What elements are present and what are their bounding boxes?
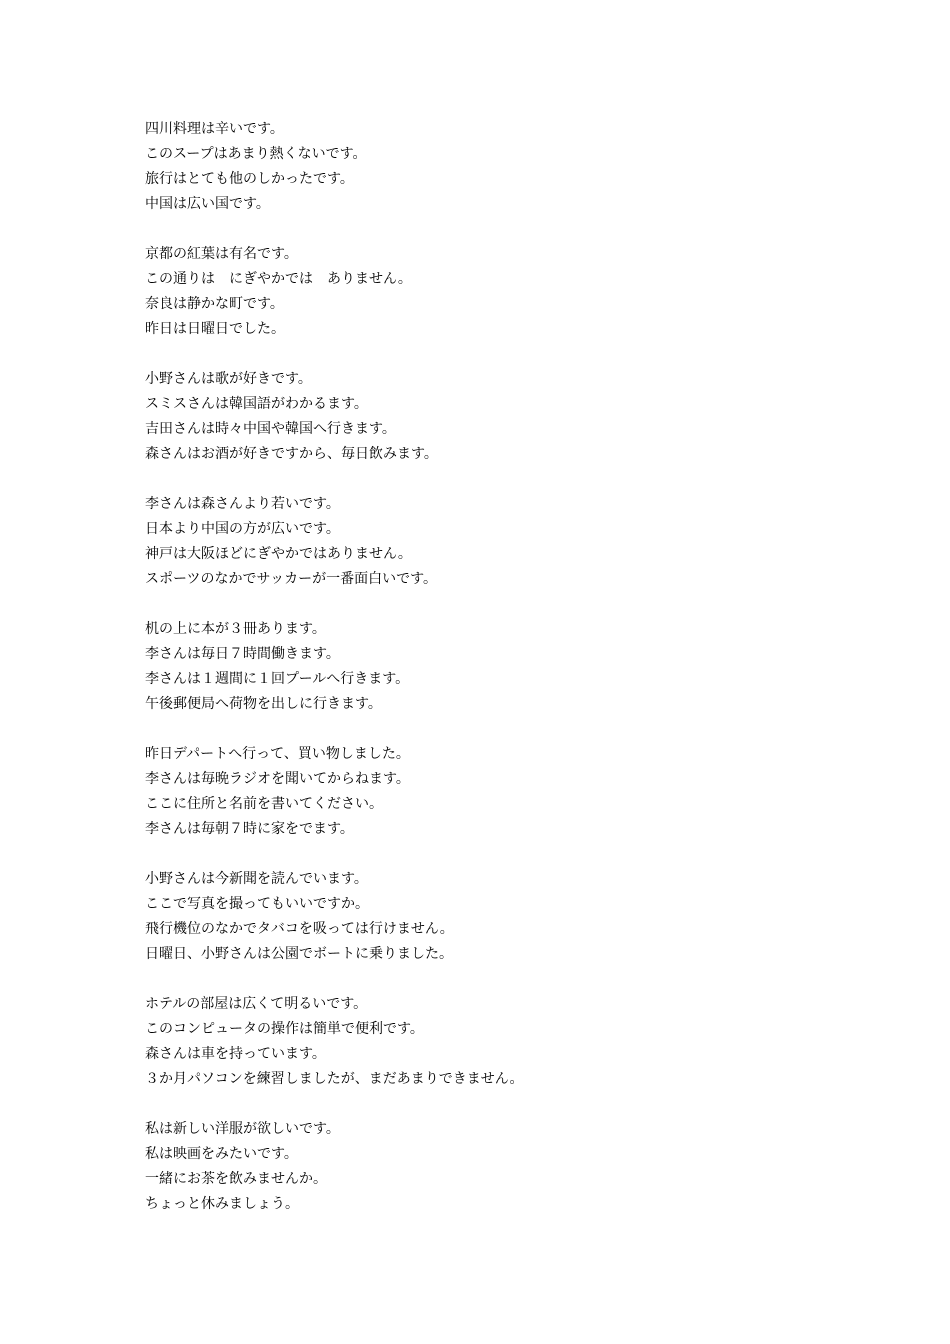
paragraph-9 bbox=[145, 1117, 905, 1217]
sentence-line: 私は映画をみたいです。 bbox=[145, 1146, 298, 1162]
sentence-line: ３か月パソコンを練習しましたが、まだあまりできません。 bbox=[145, 1071, 524, 1087]
sentence-line: 李さんは毎朝７時に家をでます。 bbox=[145, 821, 354, 837]
sentence-line: 森さんはお酒が好きですから、毎日飲みます。 bbox=[145, 446, 438, 462]
paragraph-7 bbox=[145, 867, 905, 967]
sentence-line: 神戸は大阪ほどにぎやかではありません。 bbox=[145, 546, 412, 562]
sentence-line: 旅行はとても他のしかったです。 bbox=[145, 171, 354, 187]
sentence-line: 李さんは毎晩ラジオを聞いてからねます。 bbox=[145, 771, 410, 787]
sentence-line: 私は新しい洋服が欲しいです。 bbox=[145, 1121, 340, 1137]
paragraph-8 bbox=[145, 992, 905, 1092]
sentence-line: 一緒にお茶を飲みませんか。 bbox=[145, 1171, 327, 1187]
paragraph-2 bbox=[145, 242, 905, 342]
sentence-line: 小野さんは今新聞を読んでいます。 bbox=[145, 871, 368, 887]
sentence-line: 李さんは森さんより若いです。 bbox=[145, 496, 340, 512]
sentence-line: このコンピュータの操作は簡単で便利です。 bbox=[145, 1021, 424, 1037]
sentence-line: スミスさんは韓国語がわかるます。 bbox=[145, 396, 368, 412]
sentence-line: 昨日は日曜日でした。 bbox=[145, 321, 285, 337]
sentence-line: 森さんは車を持っています。 bbox=[145, 1046, 326, 1062]
sentence-line: 四川料理は辛いです。 bbox=[145, 121, 284, 137]
sentence-line: 京都の紅葉は有名です。 bbox=[145, 246, 298, 262]
sentence-line: このスープはあまり熱くないです。 bbox=[145, 146, 367, 162]
sentence-line: 午後郵便局へ荷物を出しに行きます。 bbox=[145, 696, 382, 712]
paragraph-3 bbox=[145, 367, 905, 467]
sentence-line: ここに住所と名前を書いてください。 bbox=[145, 796, 383, 812]
sentence-line: 日曜日、小野さんは公園でボートに乗りました。 bbox=[145, 946, 453, 962]
paragraph-5 bbox=[145, 617, 905, 717]
sentence-line: ちょっと休みましょう。 bbox=[145, 1196, 299, 1212]
sentence-line: スポーツのなかでサッカーが一番面白いです。 bbox=[145, 571, 438, 587]
sentence-line: 日本より中国の方が広いです。 bbox=[145, 521, 340, 537]
sentence-line: 机の上に本が３冊あります。 bbox=[145, 621, 326, 637]
sentence-line: ここで写真を撮ってもいいですか。 bbox=[145, 896, 369, 912]
sentence-list bbox=[145, 117, 905, 1242]
sentence-line: 中国は広い国です。 bbox=[145, 196, 270, 212]
paragraph-6 bbox=[145, 742, 905, 842]
sentence-line: ホテルの部屋は広くて明るいです。 bbox=[145, 996, 368, 1012]
sentence-line: 小野さんは歌が好きです。 bbox=[145, 371, 312, 387]
sentence-line: 吉田さんは時々中国や韓国へ行きます。 bbox=[145, 421, 396, 437]
sentence-line: 昨日デパートへ行って、買い物しました。 bbox=[145, 746, 410, 762]
sentence-line: 李さんは毎日７時間働きます。 bbox=[145, 646, 340, 662]
paragraph-1 bbox=[145, 117, 905, 217]
sentence-line: この通りは にぎやかでは ありません。 bbox=[145, 271, 412, 287]
sentence-line: 飛行機位のなかでタバコを吸っては行けません。 bbox=[145, 921, 454, 937]
sentence-line: 李さんは１週間に１回プールへ行きます。 bbox=[145, 671, 410, 687]
sentence-line: 奈良は静かな町です。 bbox=[145, 296, 284, 312]
paragraph-4 bbox=[145, 492, 905, 592]
